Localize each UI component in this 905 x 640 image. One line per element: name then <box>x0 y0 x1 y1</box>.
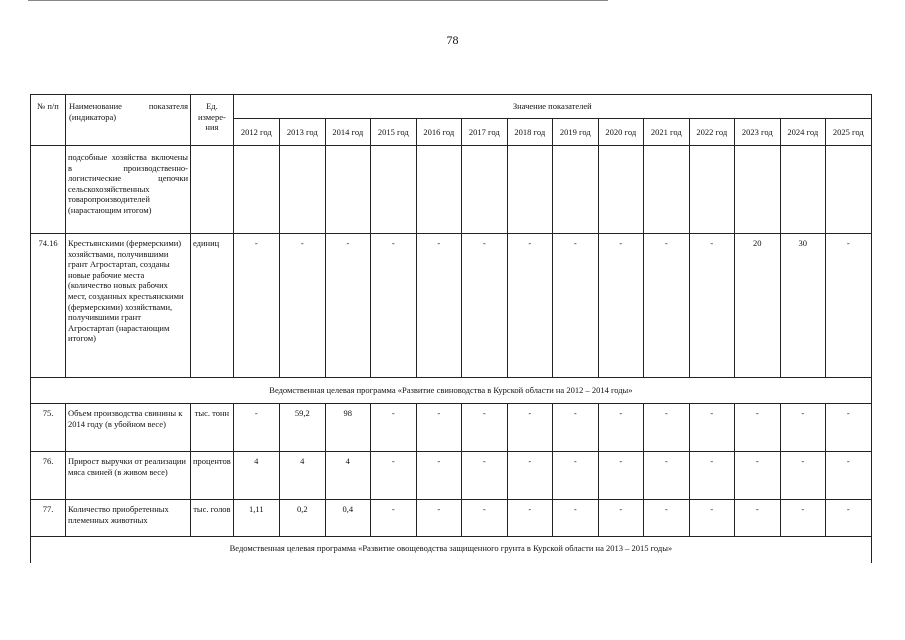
row-value: 4 <box>325 452 370 500</box>
year-header: 2017 год <box>461 119 507 146</box>
row-value: 30 <box>780 234 825 378</box>
row-value: 1,11 <box>233 500 279 537</box>
row-value: - <box>643 234 689 378</box>
year-header: 2016 год <box>416 119 461 146</box>
row-value: - <box>416 234 461 378</box>
header-name: Наименование показателя (индикатора) <box>66 95 191 146</box>
section-row <box>31 537 872 563</box>
row-unit: единиц <box>191 234 234 378</box>
row-name: Прирост выручки от реализации мяса свиней (в живом весе) <box>66 452 191 500</box>
year-header: 2013 год <box>279 119 325 146</box>
row-value: - <box>780 404 825 452</box>
row-unit <box>191 146 234 234</box>
row-value: - <box>552 234 598 378</box>
section-title: Ведомственная целевая программа «Развитие овощеводства защищенного грунта в Курской области на 2013 – 2015 годы» <box>31 537 872 563</box>
row-num: 77. <box>31 500 66 537</box>
row-value: - <box>825 452 871 500</box>
row-value: - <box>598 234 643 378</box>
section-title: Ведомственная целевая программа «Развитие свиноводства в Курской области на 2012 – 2014 годы» <box>31 378 872 404</box>
row-value: - <box>689 234 734 378</box>
row-value: - <box>552 404 598 452</box>
row-value: - <box>507 452 552 500</box>
row-value: - <box>233 404 279 452</box>
row-value <box>598 146 643 234</box>
row-value <box>279 146 325 234</box>
row-value: 4 <box>233 452 279 500</box>
row-value: - <box>643 452 689 500</box>
row-value: - <box>552 500 598 537</box>
row-value: - <box>416 404 461 452</box>
row-value: - <box>780 452 825 500</box>
row-value: - <box>598 452 643 500</box>
row-value: - <box>325 234 370 378</box>
row-unit: тыс. голов <box>191 500 234 537</box>
row-value: - <box>370 452 416 500</box>
row-num: 74.16 <box>31 234 66 378</box>
row-value: - <box>689 452 734 500</box>
table-row <box>31 500 872 537</box>
row-value: - <box>461 234 507 378</box>
row-value <box>643 146 689 234</box>
row-name: Количество приобретенных племенных животных <box>66 500 191 537</box>
row-value <box>689 146 734 234</box>
year-header: 2018 год <box>507 119 552 146</box>
year-header: 2025 год <box>825 119 871 146</box>
indicators-table <box>30 94 872 563</box>
row-value: 0,2 <box>279 500 325 537</box>
row-value: 4 <box>279 452 325 500</box>
row-value <box>370 146 416 234</box>
top-rule <box>28 0 608 1</box>
row-value <box>780 146 825 234</box>
row-value: - <box>689 404 734 452</box>
row-value: 59,2 <box>279 404 325 452</box>
row-value <box>734 146 780 234</box>
row-value: - <box>461 404 507 452</box>
year-header: 2023 год <box>734 119 780 146</box>
row-value <box>552 146 598 234</box>
row-value: - <box>825 234 871 378</box>
row-value: - <box>416 500 461 537</box>
row-value: - <box>370 234 416 378</box>
row-name: Объем производства свинины к 2014 году (в убойном весе) <box>66 404 191 452</box>
row-value: - <box>279 234 325 378</box>
row-num: 75. <box>31 404 66 452</box>
row-value: - <box>370 404 416 452</box>
year-header: 2019 год <box>552 119 598 146</box>
row-unit: процентов <box>191 452 234 500</box>
table-row <box>31 234 872 378</box>
row-num <box>31 146 66 234</box>
row-value: - <box>598 404 643 452</box>
row-value: - <box>643 500 689 537</box>
year-header: 2024 год <box>780 119 825 146</box>
row-value <box>825 146 871 234</box>
row-value: - <box>507 500 552 537</box>
row-value: - <box>643 404 689 452</box>
row-value: - <box>825 500 871 537</box>
header-unit: Ед. измере-ния <box>191 95 234 146</box>
row-value <box>461 146 507 234</box>
row-value: - <box>233 234 279 378</box>
page-number: 78 <box>446 33 459 47</box>
year-header: 2021 год <box>643 119 689 146</box>
row-value: - <box>734 404 780 452</box>
row-value <box>233 146 279 234</box>
row-value: - <box>370 500 416 537</box>
row-value: - <box>507 404 552 452</box>
section-row <box>31 378 872 404</box>
row-value: - <box>552 452 598 500</box>
row-value: - <box>825 404 871 452</box>
row-value: - <box>689 500 734 537</box>
row-unit: тыс. тонн <box>191 404 234 452</box>
header-row-1 <box>31 95 872 119</box>
row-value: 98 <box>325 404 370 452</box>
row-value: - <box>780 500 825 537</box>
row-value <box>416 146 461 234</box>
table-row <box>31 404 872 452</box>
row-num: 76. <box>31 452 66 500</box>
row-value <box>325 146 370 234</box>
row-value: - <box>598 500 643 537</box>
header-values: Значение показателей <box>233 95 871 119</box>
year-header: 2012 год <box>233 119 279 146</box>
row-name: Крестьянскими (фермерскими) хозяйствами, получившими грант Агростартап, созданы новые рабочие места (количество новых рабочих мест, созданных крестьянскими (фермерскими) хозяйствами, получившими грант Агростартап (нарастающим итогом) <box>66 234 191 378</box>
row-value: - <box>461 500 507 537</box>
header-num: № п/п <box>31 95 66 146</box>
year-header: 2014 год <box>325 119 370 146</box>
row-value: - <box>734 500 780 537</box>
row-value: 20 <box>734 234 780 378</box>
row-value: - <box>461 452 507 500</box>
row-value: - <box>416 452 461 500</box>
row-value: - <box>507 234 552 378</box>
row-value: 0,4 <box>325 500 370 537</box>
row-value: - <box>734 452 780 500</box>
year-header: 2020 год <box>598 119 643 146</box>
table-row <box>31 146 872 234</box>
row-name: подсобные хозяйства включены в производственно-логистические цепочки сельскохозяйственных товаропроизводителей (нарастающим итогом) <box>66 146 191 234</box>
row-value <box>507 146 552 234</box>
year-header: 2015 год <box>370 119 416 146</box>
table-row <box>31 452 872 500</box>
year-header: 2022 год <box>689 119 734 146</box>
